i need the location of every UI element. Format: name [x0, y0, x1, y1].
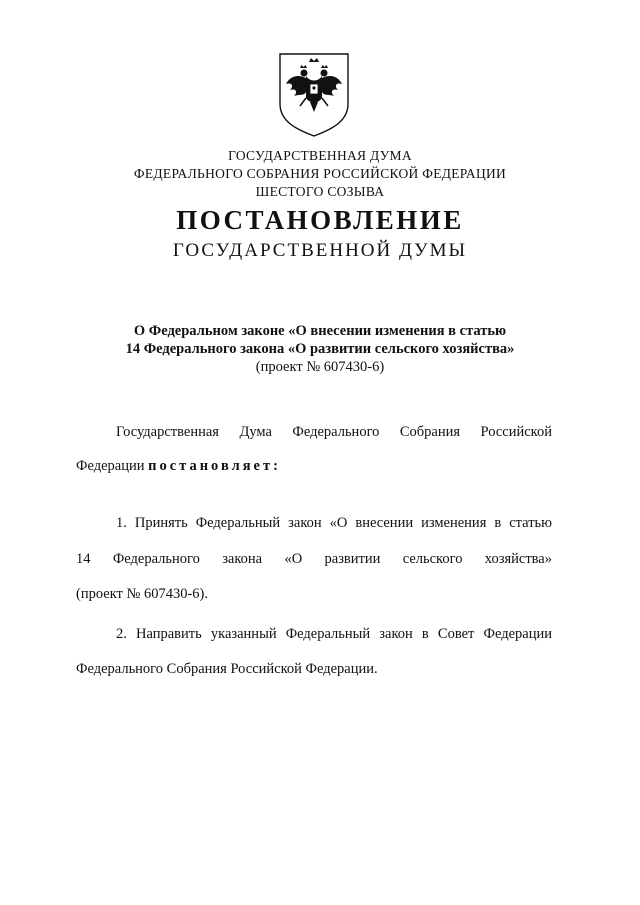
header-line-convocation: ШЕСТОГО СОЗЫВА — [255, 184, 385, 199]
intro-resolves: постановляет: — [148, 458, 281, 474]
document-subtitle: ГОСУДАРСТВЕННОЙ ДУМЫ — [172, 240, 468, 261]
header-line-duma: ГОСУДАРСТВЕННАЯ ДУМА — [228, 148, 412, 163]
item-2-line-2: Федерального Собрания Российской Федерации. — [76, 661, 378, 677]
item-1-line-1: 1. Принять Федеральный закон «О внесении изменения в статью — [116, 515, 552, 531]
intro-line-2-start: Федерации — [76, 458, 149, 474]
subject-line-1: О Федеральном законе «О внесении изменения в статью — [133, 323, 507, 339]
header-line-assembly: ФЕДЕРАЛЬНОГО СОБРАНИЯ РОССИЙСКОЙ ФЕДЕРАЦИИ — [133, 166, 507, 181]
intro-line-1: Государственная Дума Федерального Собрания Российской — [116, 424, 552, 440]
intro-line-2 — [76, 458, 552, 475]
subject-line-2: 14 Федерального закона «О развитии сельского хозяйства» — [125, 341, 515, 357]
item-1-line-3: (проект № 607430-6). — [76, 586, 209, 602]
subject-line-3: (проект № 607430-6) — [255, 359, 385, 375]
header — [0, 147, 640, 201]
document-title: ПОСТАНОВЛЕНИЕ — [176, 205, 464, 235]
item-2-line-1: 2. Направить указанный Федеральный закон в Совет Федерации — [116, 626, 552, 642]
document-subject — [0, 322, 640, 376]
coat-of-arms-emblem — [276, 52, 352, 138]
item-1-line-2: 14 Федерального закона «О развитии сельского хозяйства» — [76, 551, 552, 567]
